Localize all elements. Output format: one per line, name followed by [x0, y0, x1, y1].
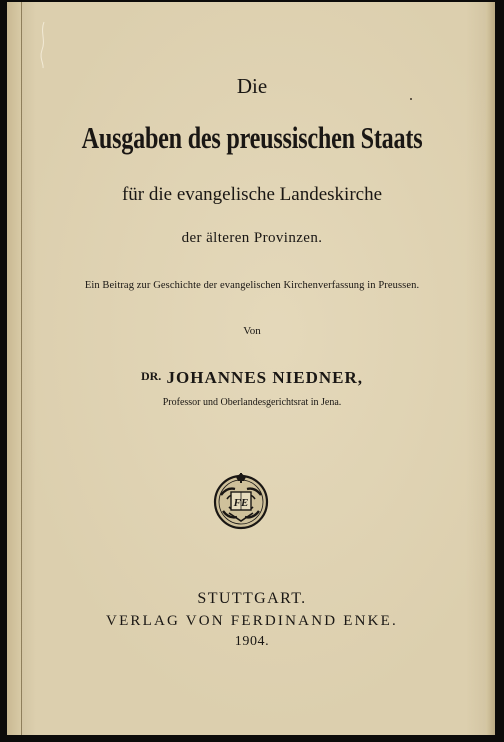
title-word-die: Die — [236, 74, 268, 98]
publisher-mark-letters: FE — [233, 497, 249, 509]
hair-mark-icon — [38, 20, 48, 70]
author-title: DR. — [140, 369, 162, 383]
publisher-city: STUTTGART. — [197, 590, 307, 607]
publication-year: 1904. — [234, 634, 270, 649]
title-subline-2: der älteren Provinzen. — [181, 230, 323, 246]
author-name: JOHANNES NIEDNER, — [166, 368, 364, 387]
author-affiliation: Professor und Oberlandesgerichtsrat in Jena. — [162, 397, 342, 408]
subtitle: Ein Beitrag zur Geschichte der evangelischen Kirchenverfassung in Preussen. — [84, 280, 420, 291]
by-line: Von — [243, 325, 261, 337]
title-subline: für die evangelische Landeskirche — [121, 184, 383, 205]
main-title: Ausgaben des preussischen Staats — [81, 120, 423, 155]
author-line — [0, 368, 504, 388]
publisher-name: VERLAG VON FERDINAND ENKE. — [106, 613, 398, 629]
publisher-emblem-icon — [209, 469, 273, 533]
